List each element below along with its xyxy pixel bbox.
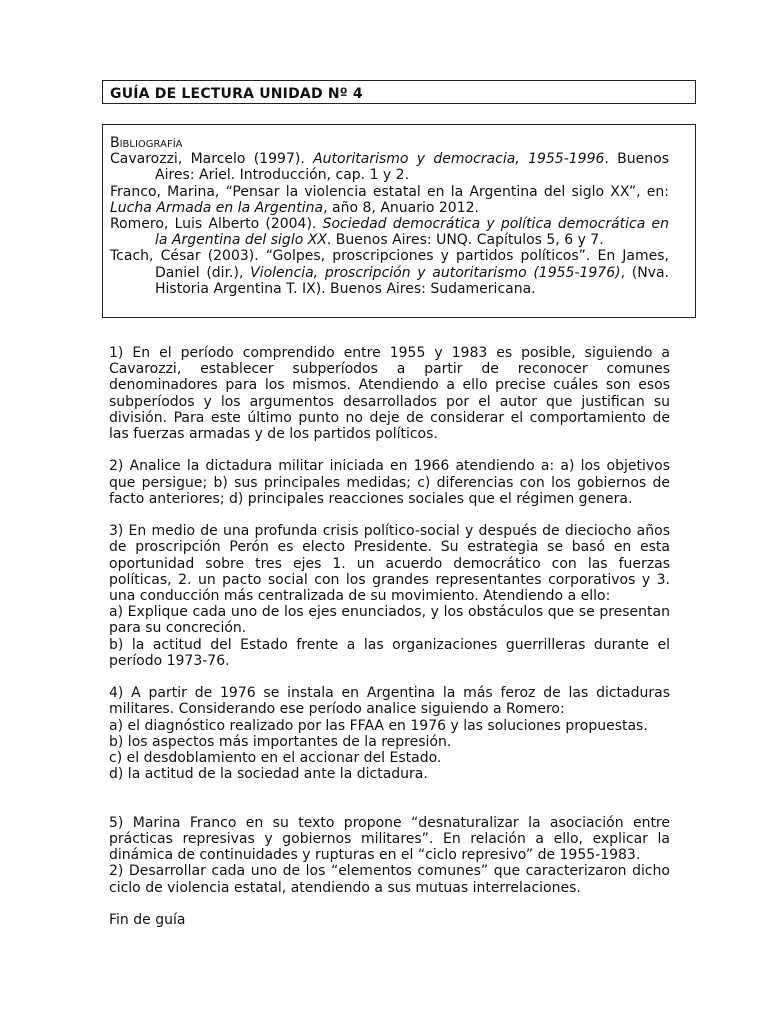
bibliography-entry <box>110 248 669 297</box>
question-1: 1) En el período comprendido entre 1955 y 1983 es posible, siguiendo a Cavarozzi, establecer subperíodos a partir de reconocer comunes denominadores para los mismos. Atendiendo a ello precise cuáles son esos subperíodos y los argumentos desarrollados por el autor que justifican su división. Para este último punto no deje de considerar el comportamiento de las fuerzas armadas y de los partidos políticos. <box>109 345 670 443</box>
bibliography-heading: Bibliografía <box>110 135 183 151</box>
ref-text: Tcach, César (2003). “Golpes, proscripciones y partidos políticos”. En James, Daniel (dir.), <box>110 248 669 281</box>
question-3 <box>109 523 670 669</box>
question-3-item-b: b) la actitud del Estado frente a las organizaciones guerrilleras durante el período 1973-76. <box>109 636 670 669</box>
ref-title: Lucha Armada en la Argentina <box>110 199 324 216</box>
question-3-intro: 3) En medio de una profunda crisis político-social y después de dieciocho años de proscripción Perón es electo Presidente. Su estrategia se basó en esta oportunidad sobre tres ejes 1. un acuerdo democrático con las fuerzas políticas, 2. un pacto social con los grandes representantes corporativos y 3. una conducción más centralizada de su movimiento. Atendiendo a ello: <box>109 523 670 605</box>
ref-title: Violencia, proscripción y autoritarismo (1955-1976) <box>250 264 621 281</box>
question-5-part-2: 2) Desarrollar cada uno de los “elementos comunes” que caracterizaron dicho ciclo de violencia estatal, atendiendo a sus mutuas interrelaciones. <box>109 863 670 896</box>
question-5-text: 5) Marina Franco en su texto propone “desnaturalizar la asociación entre prácticas represivas y gobiernos militares”. En relación a ello, explicar la dinámica de continuidades y rupturas en el “ciclo represivo” de 1955-1983. <box>109 814 670 864</box>
bibliography-box <box>102 124 696 318</box>
question-5 <box>109 815 670 896</box>
ref-text: Franco, Marina, “Pensar la violencia estatal en la Argentina del siglo XX”, en: <box>110 183 669 200</box>
ref-text: . Buenos Aires: Ariel. Introducción, cap. 1 y 2. <box>155 151 669 184</box>
ref-title: Autoritarismo y democracia, 1955-1996 <box>313 151 605 168</box>
ref-text: , (Nva. Historia Argentina T. IX). Buenos Aires: Sudamericana. <box>155 264 669 297</box>
guide-title: GUÍA DE LECTURA UNIDAD Nº 4 <box>102 80 696 104</box>
question-4-intro: 4) A partir de 1976 se instala en Argentina la más feroz de las dictaduras militares. Considerando ese período analice siguiendo a Romero: <box>109 685 670 718</box>
ref-text: . Buenos Aires: UNQ. Capítulos 5, 6 y 7. <box>326 232 604 249</box>
bibliography-entry <box>110 184 669 216</box>
ref-text: , año 8, Anuario 2012. <box>323 199 479 216</box>
ref-title: Sociedad democrática y política democrática en la Argentina del siglo XX <box>155 216 669 249</box>
question-4 <box>109 685 670 782</box>
question-3-item-a: a) Explique cada uno de los ejes enunciados, y los obstáculos que se presentan para su concreción. <box>109 604 670 637</box>
questions-body <box>109 345 670 944</box>
question-4-item-c: c) el desdoblamiento en el accionar del Estado. <box>109 750 442 767</box>
question-4-item-a: a) el diagnóstico realizado por las FFAA en 1976 y las soluciones propuestas. <box>109 717 648 734</box>
closing-line: Fin de guía <box>109 912 186 929</box>
question-4-item-d: d) la actitud de la sociedad ante la dictadura. <box>109 766 428 783</box>
ref-text: Cavarozzi, Marcelo (1997). <box>110 151 314 168</box>
bibliography-entry <box>110 151 669 183</box>
question-4-item-b: b) los aspectos más importantes de la represión. <box>109 733 452 750</box>
ref-text: Romero, Luis Alberto (2004). <box>110 216 323 233</box>
bibliography-entry <box>110 216 669 248</box>
question-2: 2) Analice la dictadura militar iniciada en 1966 atendiendo a: a) los objetivos que persigue; b) sus principales medidas; c) diferencias con los gobiernos de facto anteriores; d) principales reacciones sociales que el régimen genera. <box>109 458 670 507</box>
